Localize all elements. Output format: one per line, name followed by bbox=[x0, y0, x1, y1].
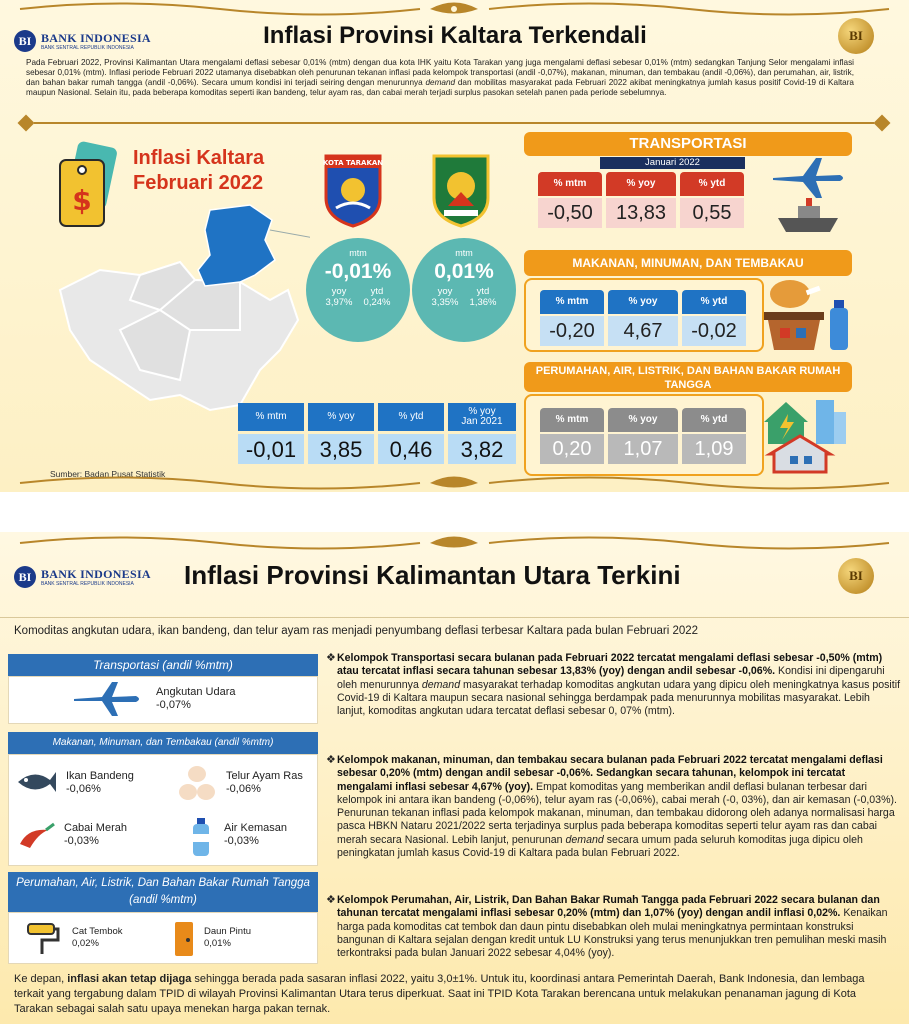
housing-card bbox=[524, 362, 852, 392]
tarakan-inflation-circle: mtm -0,01% yoy ytd 3,97% 0,24% bbox=[306, 238, 410, 342]
ornament-border-bottom bbox=[0, 474, 909, 492]
andil-food-header: Makanan, Minuman, dan Tembakau (andil %mtm) bbox=[8, 732, 318, 754]
andil-item-cabai-merah: Cabai Merah -0,03% bbox=[64, 822, 127, 847]
svg-text:$: $ bbox=[72, 184, 92, 217]
summary-mtm: -0,01 bbox=[238, 434, 304, 464]
closing-paragraph: Ke depan, inflasi akan tetap dijaga sehingga berada pada sasaran inflasi 2022, yaitu 3,0±1%. Untuk itu, koordinasi antara Pemerintah Daerah, Bank Indonesia, dan lembaga terkait yang tergabung dalam TPID di wilayah Provinsi Kalimantan Utara terus diperkuat. Saat ini TPID Kota Tarakan berencana untuk melakukan penanaman jagung di Kota Tarakan sebagai salah satu upaya menekan harga pakan ternak. bbox=[14, 973, 865, 1015]
inflasi-kaltara-heading: Inflasi Kaltara Februari 2022 bbox=[133, 147, 265, 194]
andil-item-air-kemasan: Air Kemasan -0,03% bbox=[224, 822, 287, 847]
paragraph-food: ❖ Kelompok makanan, minuman, dan tembakau secara bulanan pada Februari 2022 tercatat mengalami deflasi sebesar 0,20% (mtm) dengan andil sebesar -0,06%. Sedangkan secara tahunan, kelompok ini tercatat mengalami inflasi sebesar 4,67% (yoy). Empat komoditas yang memberikan andil deflasi bulanan terbesar dari kelompok ini antara ikan bandeng (-0,06%), telur ayam ras (-0,06%), cabai merah (-0, 03%), dan air kemasan (-0,03%). Penurunan tekanan inflasi pada kelompok makanan, minuman, dan tembakau didorong oleh adanya normalisasi harga pasca HBKN Nataru 2021/2022 serta terjadinya surplus pada beberapa komoditas seperti telur ayam ras dan cabai merah secara Nasional. Lebih lanjut, penurunan demand secara umum pada seluruh komoditas juga dipicu oleh peningkatan jumlah kasus Covid-19 di Kaltara pada bulan Februari 2022. bbox=[326, 754, 897, 860]
intro-paragraph: Pada Februari 2022, Provinsi Kalimantan Utara mengalami deflasi sebesar 0,01% (mtm) dengan dua kota IHK yaitu Kota Tarakan yang juga mengalami deflasi sebesar 0,01% (mtm) sedangkan Tanjung Selor mengalami inflasi sebesar 0,01% (mtm). Inflasi periode Februari 2022 utamanya disebabkan oleh penurunan tekanan inflasi pada kelompok transportasi (andil -0,07%), makanan, minuman, dan tembakau (andil -0,06%), dan perumahan, air, listrik, dan bahan bakar rumah tangga (andil -0,06%). Secara umum kondisi ini terjadi seiring dengan menurunnya demand dan mobilitas masyarakat pada Februari 2022 akibat meningkatnya jumlah kasus positif Covid-19 di Kaltara maupun Nasional. Selain itu, pada beberapa komoditas seperti ikan bandeng, telur ayam ras, dan cabai merah terjadi surplus pasokan setelah panen pada periode sebelumnya. bbox=[26, 58, 854, 97]
kalimantan-map bbox=[40, 200, 310, 415]
door-icon bbox=[172, 920, 196, 958]
summary-ytd: 0,46 bbox=[378, 434, 444, 464]
bulungan-emblem-icon bbox=[430, 152, 492, 228]
food-title: MAKANAN, MINUMAN, DAN TEMBAKAU bbox=[524, 250, 852, 276]
bi-coin-badge-2: BI bbox=[838, 558, 874, 594]
paint-roller-icon bbox=[24, 920, 62, 956]
bullet-icon: ❖ bbox=[326, 754, 336, 766]
infographic-panel-bottom bbox=[0, 532, 909, 1024]
source-note: Sumber: Badan Pusat Statistik bbox=[50, 469, 166, 479]
chili-icon bbox=[16, 822, 56, 852]
tanjung-selor-inflation-circle: mtm 0,01% yoy ytd 3,35% 1,36% bbox=[412, 238, 516, 342]
paragraph-transport: ❖ Kelompok Transportasi secara bulanan pada Februari 2022 tercatat mengalami deflasi sebesar -0,50% (mtm) atau tercatat inflasi secara tahunan sebesar 13,83% (yoy) dengan andil sebesar -0,06%. Kondisi ini dipengaruhi oleh menurunnya demand masyarakat terhadap komoditas angkutan udara yang dipicu oleh meningkatnya kasus positif Covid-19 di Kaltara maupun secara nasional sehingga berdampak pada menurunnya mobilitas masyarakat. Lebih lanjut, komoditas angkutan udara tercatat deflasi sebesar 0, 07% (mtm). bbox=[326, 652, 901, 718]
tarakan-mtm-value: -0,01% bbox=[324, 260, 392, 283]
bi-logo-mark-2: BI bbox=[14, 566, 36, 588]
bi-logo-tagline: BANK SENTRAL REPUBLIK INDONESIA bbox=[41, 44, 134, 51]
bullet-icon: ❖ bbox=[326, 652, 336, 664]
airplane-icon bbox=[72, 680, 144, 718]
title-rule bbox=[0, 617, 909, 618]
bank-indonesia-logo-2 bbox=[14, 566, 151, 588]
andil-item-ikan-bandeng: Ikan Bandeng -0,06% bbox=[66, 770, 134, 795]
bi-logo-tagline-2: BANK SENTRAL REPUBLIK INDONESIA bbox=[41, 580, 134, 587]
andil-item-angkutan-udara: Angkutan Udara -0,07% bbox=[156, 686, 236, 711]
andil-item-cat-tembok: Cat Tembok 0,02% bbox=[72, 926, 123, 949]
airplane-ship-icon bbox=[768, 150, 848, 240]
transport-values: % mtm -0,50 % yoy 13,83 % ytd 0,55 bbox=[538, 172, 744, 228]
eggs-icon bbox=[178, 764, 216, 804]
transport-subtitle: Januari 2022 bbox=[600, 157, 745, 169]
paragraph-housing: ❖ Kelompok Perumahan, Air, Listrik, Dan Bahan Bakar Rumah Tangga pada Februari 2022 secara bulanan dan tahunan tercatat mengalami inflasi sebesar 0,20% (mtm) dan 1,07% (yoy) dengan andil inflasi 0,02%. Kenaikan harga pada komoditas cat tembok dan daun pintu disebabkan oleh mulai meningkatnya permintaan konstruksi bangunan di Kaltara sejalan dengan kredit untuk LU Konstruksi yang terus menunjukkan tren pemulihan meski masih terkontraksi pada bulan Januari 2022 sebesar 4,04% (yoy). bbox=[326, 894, 888, 960]
page-title: Inflasi Provinsi Kaltara Terkendali bbox=[263, 22, 647, 49]
kota-tarakan-emblem-icon bbox=[322, 152, 384, 228]
page-subtitle: Komoditas angkutan udara, ikan bandeng, dan telur ayam ras menjadi penyumbang deflasi terbesar Kaltara pada bulan Februari 2022 bbox=[14, 625, 699, 637]
bi-logo-name-2: BANK INDONESIA bbox=[41, 566, 151, 581]
panel-gap bbox=[0, 492, 909, 532]
tjselor-mtm-value: 0,01% bbox=[434, 260, 494, 283]
andil-transport-header: Transportasi (andil %mtm) bbox=[8, 654, 318, 676]
house-electricity-icon bbox=[760, 392, 852, 474]
andil-item-daun-pintu: Daun Pintu 0,01% bbox=[204, 926, 252, 949]
fish-icon bbox=[16, 766, 58, 798]
ornament-border-top-2 bbox=[0, 534, 909, 552]
bank-indonesia-logo bbox=[14, 30, 151, 52]
bi-logo-mark: BI bbox=[14, 30, 36, 52]
ornament-border-top bbox=[0, 0, 909, 18]
bi-coin-badge: BI bbox=[838, 18, 874, 54]
andil-item-telur-ayam-ras: Telur Ayam Ras -0,06% bbox=[226, 770, 303, 795]
page-title-2: Inflasi Provinsi Kalimantan Utara Terkini bbox=[184, 560, 681, 590]
transport-title: TRANSPORTASI bbox=[524, 132, 852, 156]
summary-yoy: 3,85 bbox=[308, 434, 374, 464]
food-values: % mtm -0,20 % yoy 4,67 % ytd -0,02 bbox=[540, 290, 746, 346]
bullet-icon: ❖ bbox=[326, 894, 336, 906]
water-bottle-icon bbox=[190, 818, 212, 858]
food-basket-icon bbox=[760, 272, 855, 354]
housing-values: % mtm 0,20 % yoy 1,07 % ytd 1,09 bbox=[540, 408, 746, 464]
city-logo-label: KOTA TARAKAN bbox=[322, 159, 384, 167]
kaltara-summary-table: % mtm -0,01 % yoy 3,85 % ytd 0,46 % yoy Jan 2021 3,82 bbox=[238, 403, 516, 464]
section-divider bbox=[18, 117, 890, 129]
summary-yoy-jan2021: 3,82 bbox=[448, 434, 516, 464]
infographic-panel-top bbox=[0, 0, 909, 492]
andil-housing-header: Perumahan, Air, Listrik, Dan Bahan Bakar Rumah Tangga (andil %mtm) bbox=[8, 872, 318, 912]
bi-logo-name: BANK INDONESIA bbox=[41, 30, 151, 45]
housing-title: PERUMAHAN, AIR, LISTRIK, DAN BAHAN BAKAR RUMAH TANGGA bbox=[524, 362, 852, 392]
